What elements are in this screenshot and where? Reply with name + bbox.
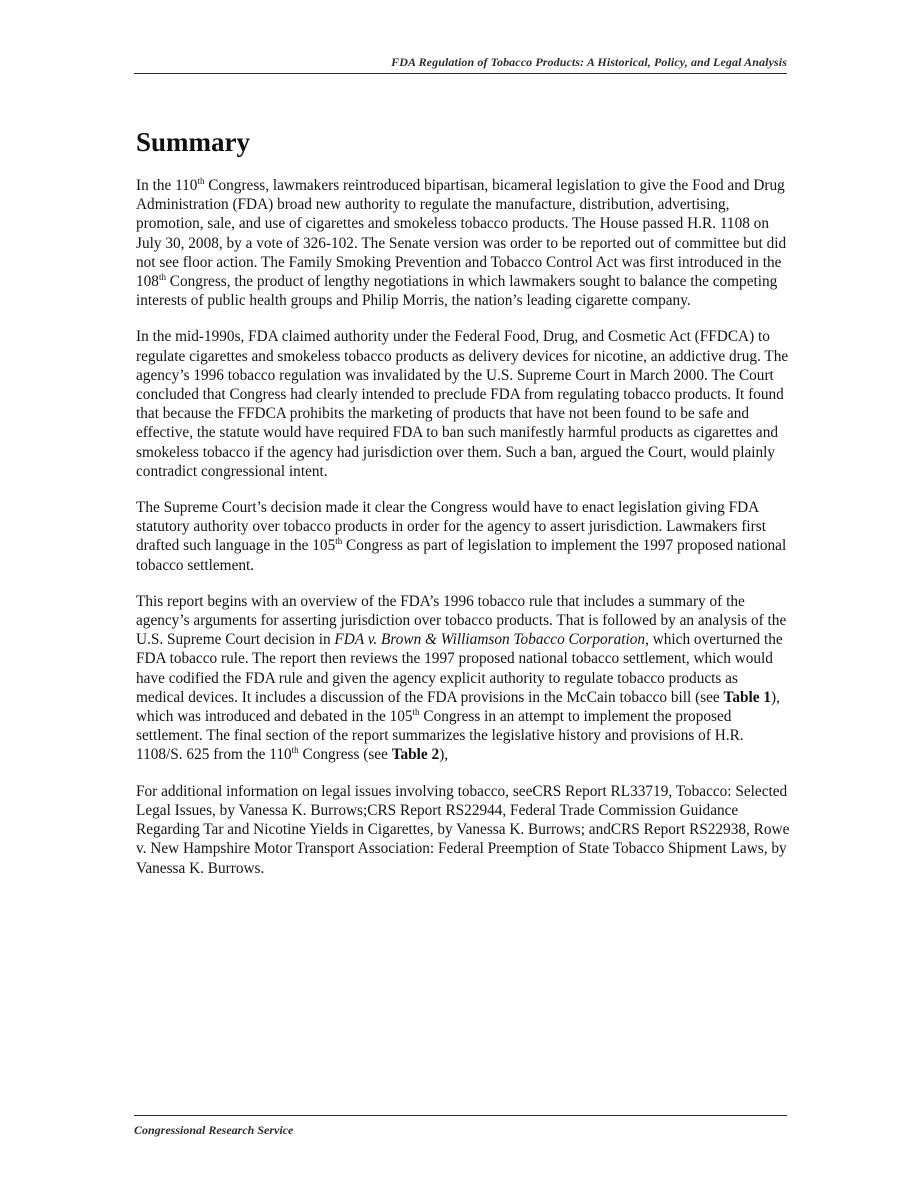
footer-organization: Congressional Research Service xyxy=(134,1123,294,1137)
case-name: FDA v. Brown & Williamson Tobacco Corporation xyxy=(334,631,646,649)
paragraph-2: In the mid-1990s, FDA claimed authority under the Federal Food, Drug, and Cosmetic Act (FFDCA) to regulate cigarettes and smokeless tobacco products as delivery devices for nicotine, an addictive drug. The agency’s 1996 tobacco regulation was invalidated by the U.S. Supreme Court in March 2000. The Court concluded that Congress had clearly intended to preclude FDA from regulating tobacco products. It found that because the FFDCA prohibits the marketing of products that have not been found to be safe and effective, the statute would have required FDA to ban such manifestly harmful products as cigarettes and smokeless tobacco if the agency had jurisdiction over them. Such a ban, argued the Court, would plainly contradict congressional intent. xyxy=(136,328,789,480)
ordinal-superscript: th xyxy=(291,745,299,756)
paragraph-4-text-d: Congress in an attempt to implement the proposed settlement. The final section of the report summarizes the legislative history and provisions of H.R. 1108/S. 625 from the 110 xyxy=(136,708,744,764)
paragraph-3-text-a: The Supreme Court’s decision made it clear the Congress would have to enact legislation giving FDA statutory authority over tobacco products in order for the agency to assert jurisdiction. Lawmakers first drafted such language in the 105 xyxy=(136,499,766,555)
paragraph-3-text-b: Congress as part of legislation to implement the 1997 proposed national tobacco settlement. xyxy=(136,537,787,574)
summary-body xyxy=(136,176,790,895)
paragraph-4-text-c: ), which was introduced and debated in the 105 xyxy=(136,688,780,726)
table-1-reference: Table 1 xyxy=(723,688,772,706)
running-header-title: FDA Regulation of Tobacco Products: A Historical, Policy, and Legal Analysis xyxy=(391,55,787,69)
running-header xyxy=(134,54,787,74)
paragraph-4 xyxy=(136,592,790,765)
paragraph-4-text-a: This report begins with an overview of the FDA’s 1996 tobacco rule that includes a summary of the agency’s arguments for asserting jurisdiction over tobacco products. That is followed by an analysis of the U.S. Supreme Court decision in xyxy=(136,592,787,649)
paragraph-5: For additional information on legal issues involving tobacco, seeCRS Report RL33719, Tobacco: Selected Legal Issues, by Vanessa K. Burrows;CRS Report RS22944, Federal Trade Commission Guidance Regarding Tar and Nicotine Yields in Cigarettes, by Vanessa K. Burrows; andCRS Report RS22938, Rowe v. New Hampshire Motor Transport Association: Federal Preemption of State Tobacco Shipment Laws, by Vanessa K. Burrows. xyxy=(136,782,790,877)
paragraph-1-text-c: Congress, the product of lengthy negotiations in which lawmakers sought to balance the competing interests of public health groups and Philip Morris, the nation’s leading cigarette company. xyxy=(136,273,778,310)
ordinal-superscript: th xyxy=(197,176,205,186)
paragraph-1 xyxy=(136,176,790,310)
page-title: Summary xyxy=(136,127,250,157)
paragraph-4-text-f: ), xyxy=(439,746,449,764)
paragraph-1-text-b: Congress, lawmakers reintroduced bipartisan, bicameral legislation to give the Food and Drug Administration (FDA) broad new authority to regulate the manufacture, distribution, advertising, promotion, sale, and use of cigarettes and smokeless tobacco products. The House passed H.R. 1108 on July 30, 2008, by a vote of 326-102. The Senate version was order to be reported out of committee but did not see floor action. The Family Smoking Prevention and Tobacco Control Act was first introduced in the 108 xyxy=(136,177,787,291)
ordinal-superscript: th xyxy=(412,707,420,718)
table-2-reference: Table 2 xyxy=(391,746,440,764)
ordinal-superscript: th xyxy=(335,536,343,547)
paragraph-1-text-a: In the 110 xyxy=(136,177,198,194)
running-footer xyxy=(134,1115,787,1138)
ordinal-superscript: th xyxy=(158,272,166,283)
paragraph-3 xyxy=(136,498,790,575)
paragraph-4-text-e: Congress (see xyxy=(298,746,392,764)
paragraph-4-text-b: , which overturned the FDA tobacco rule. The report then reviews the 1997 proposed national tobacco settlement, which would have codified the FDA rule and given the agency explicit authority to regulate tobacco products as medical devices. It includes a discussion of the FDA provisions in the McCain tobacco bill (see xyxy=(136,631,783,706)
